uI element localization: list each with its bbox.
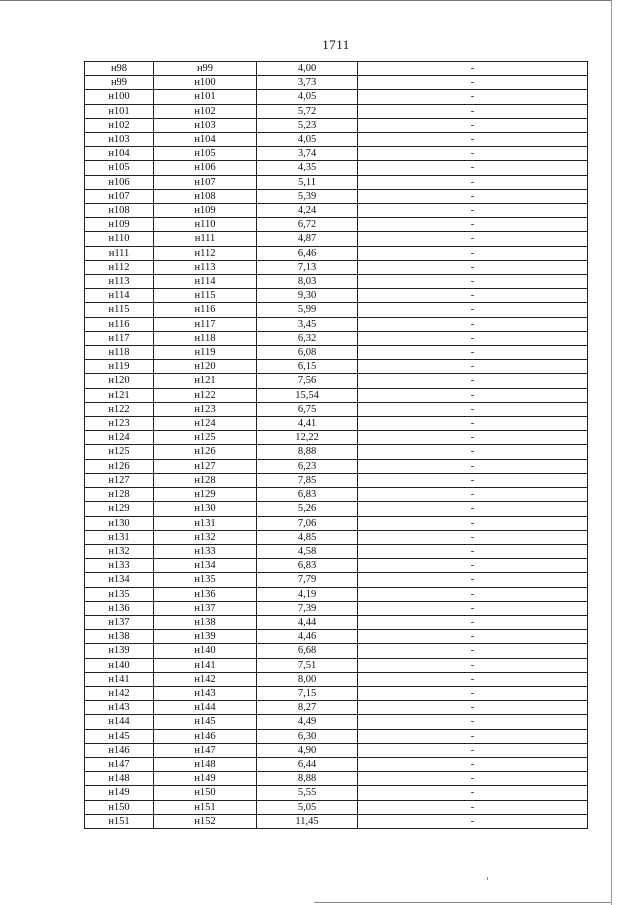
- point-to-cell: н131: [154, 516, 257, 530]
- note-cell: -: [358, 516, 588, 530]
- table-row: [85, 417, 588, 431]
- distance-cell: 6,75: [257, 402, 358, 416]
- point-to-cell: н141: [154, 658, 257, 672]
- point-to-cell: н119: [154, 346, 257, 360]
- point-from-cell: н144: [85, 715, 154, 729]
- point-from-cell: н125: [85, 445, 154, 459]
- point-from-cell: н113: [85, 275, 154, 289]
- point-from-cell: н114: [85, 289, 154, 303]
- point-from-cell: н136: [85, 601, 154, 615]
- distance-cell: 7,13: [257, 260, 358, 274]
- point-from-cell: н148: [85, 772, 154, 786]
- table-row: [85, 76, 588, 90]
- note-cell: -: [358, 402, 588, 416]
- point-from-cell: н101: [85, 104, 154, 118]
- point-to-cell: н116: [154, 303, 257, 317]
- point-from-cell: н145: [85, 729, 154, 743]
- point-to-cell: н113: [154, 260, 257, 274]
- note-cell: -: [358, 630, 588, 644]
- distance-cell: 5,72: [257, 104, 358, 118]
- table-body: [85, 62, 588, 829]
- point-to-cell: н103: [154, 118, 257, 132]
- table-row: [85, 118, 588, 132]
- point-to-cell: н130: [154, 502, 257, 516]
- point-from-cell: н109: [85, 218, 154, 232]
- note-cell: -: [358, 232, 588, 246]
- table-row: [85, 559, 588, 573]
- point-to-cell: н100: [154, 76, 257, 90]
- note-cell: -: [358, 658, 588, 672]
- note-cell: -: [358, 672, 588, 686]
- table-row: [85, 473, 588, 487]
- note-cell: -: [358, 161, 588, 175]
- point-from-cell: н107: [85, 189, 154, 203]
- table-row: [85, 630, 588, 644]
- table-row: [85, 147, 588, 161]
- note-cell: -: [358, 800, 588, 814]
- note-cell: -: [358, 275, 588, 289]
- table-row: [85, 573, 588, 587]
- point-to-cell: н148: [154, 757, 257, 771]
- distance-cell: 6,83: [257, 488, 358, 502]
- distance-cell: 4,35: [257, 161, 358, 175]
- distance-cell: 7,39: [257, 601, 358, 615]
- point-to-cell: н135: [154, 573, 257, 587]
- distance-cell: 3,73: [257, 76, 358, 90]
- point-to-cell: н132: [154, 530, 257, 544]
- table-row: [85, 772, 588, 786]
- note-cell: -: [358, 417, 588, 431]
- distance-cell: 6,30: [257, 729, 358, 743]
- point-from-cell: н128: [85, 488, 154, 502]
- note-cell: -: [358, 573, 588, 587]
- distance-cell: 5,23: [257, 118, 358, 132]
- point-to-cell: н115: [154, 289, 257, 303]
- point-to-cell: н102: [154, 104, 257, 118]
- note-cell: -: [358, 530, 588, 544]
- point-from-cell: н102: [85, 118, 154, 132]
- point-from-cell: н138: [85, 630, 154, 644]
- point-from-cell: н149: [85, 786, 154, 800]
- distance-cell: 6,08: [257, 346, 358, 360]
- table-row: [85, 615, 588, 629]
- point-from-cell: н105: [85, 161, 154, 175]
- note-cell: -: [358, 729, 588, 743]
- table-row: [85, 431, 588, 445]
- point-from-cell: н132: [85, 544, 154, 558]
- note-cell: -: [358, 757, 588, 771]
- table-row: [85, 232, 588, 246]
- distance-cell: 6,83: [257, 559, 358, 573]
- point-from-cell: н116: [85, 317, 154, 331]
- point-from-cell: н100: [85, 90, 154, 104]
- point-to-cell: н134: [154, 559, 257, 573]
- point-from-cell: н131: [85, 530, 154, 544]
- table-row: [85, 459, 588, 473]
- point-from-cell: н133: [85, 559, 154, 573]
- note-cell: -: [358, 715, 588, 729]
- distance-cell: 6,44: [257, 757, 358, 771]
- table-row: [85, 658, 588, 672]
- distance-cell: 5,99: [257, 303, 358, 317]
- distance-cell: 4,44: [257, 615, 358, 629]
- distance-cell: 8,88: [257, 772, 358, 786]
- point-from-cell: н140: [85, 658, 154, 672]
- table-row: [85, 388, 588, 402]
- table-row: [85, 218, 588, 232]
- distance-cell: 3,45: [257, 317, 358, 331]
- distance-cell: 5,55: [257, 786, 358, 800]
- note-cell: -: [358, 260, 588, 274]
- table-row: [85, 644, 588, 658]
- note-cell: -: [358, 346, 588, 360]
- point-from-cell: н120: [85, 374, 154, 388]
- point-to-cell: н138: [154, 615, 257, 629]
- table-row: [85, 133, 588, 147]
- point-from-cell: н137: [85, 615, 154, 629]
- note-cell: -: [358, 218, 588, 232]
- point-to-cell: н104: [154, 133, 257, 147]
- point-to-cell: н123: [154, 402, 257, 416]
- point-to-cell: н99: [154, 62, 257, 76]
- table-row: [85, 175, 588, 189]
- note-cell: -: [358, 686, 588, 700]
- point-from-cell: н99: [85, 76, 154, 90]
- table-row: [85, 331, 588, 345]
- distance-cell: 6,15: [257, 360, 358, 374]
- table-row: [85, 743, 588, 757]
- distance-cell: 4,49: [257, 715, 358, 729]
- table-row: [85, 757, 588, 771]
- note-cell: -: [358, 473, 588, 487]
- note-cell: -: [358, 786, 588, 800]
- table-row: [85, 346, 588, 360]
- table-row: [85, 544, 588, 558]
- distance-cell: 15,54: [257, 388, 358, 402]
- note-cell: -: [358, 502, 588, 516]
- note-cell: -: [358, 644, 588, 658]
- table-row: [85, 62, 588, 76]
- distance-cell: 4,24: [257, 204, 358, 218]
- point-to-cell: н137: [154, 601, 257, 615]
- point-to-cell: н151: [154, 800, 257, 814]
- distance-cell: 12,22: [257, 431, 358, 445]
- point-from-cell: н117: [85, 331, 154, 345]
- distance-cell: 7,56: [257, 374, 358, 388]
- point-from-cell: н142: [85, 686, 154, 700]
- table-row: [85, 246, 588, 260]
- table-row: [85, 530, 588, 544]
- point-from-cell: н135: [85, 587, 154, 601]
- point-to-cell: н110: [154, 218, 257, 232]
- point-from-cell: н118: [85, 346, 154, 360]
- distance-cell: 7,06: [257, 516, 358, 530]
- distance-cell: 4,85: [257, 530, 358, 544]
- note-cell: -: [358, 104, 588, 118]
- table-row: [85, 402, 588, 416]
- point-from-cell: н98: [85, 62, 154, 76]
- distance-cell: 7,79: [257, 573, 358, 587]
- note-cell: -: [358, 459, 588, 473]
- note-cell: -: [358, 374, 588, 388]
- table-row: [85, 360, 588, 374]
- note-cell: -: [358, 246, 588, 260]
- point-to-cell: н122: [154, 388, 257, 402]
- distance-cell: 4,00: [257, 62, 358, 76]
- top-border-line: [0, 0, 612, 1]
- table-row: [85, 601, 588, 615]
- note-cell: -: [358, 601, 588, 615]
- distance-cell: 4,58: [257, 544, 358, 558]
- point-from-cell: н111: [85, 246, 154, 260]
- distance-cell: 5,05: [257, 800, 358, 814]
- table-row: [85, 260, 588, 274]
- point-from-cell: н126: [85, 459, 154, 473]
- point-from-cell: н143: [85, 701, 154, 715]
- distance-cell: 4,87: [257, 232, 358, 246]
- point-to-cell: н142: [154, 672, 257, 686]
- table-row: [85, 814, 588, 828]
- table-row: [85, 317, 588, 331]
- point-from-cell: н147: [85, 757, 154, 771]
- point-to-cell: н145: [154, 715, 257, 729]
- distance-cell: 7,51: [257, 658, 358, 672]
- distance-cell: 4,46: [257, 630, 358, 644]
- table-row: [85, 189, 588, 203]
- scan-speck: [487, 877, 488, 880]
- point-to-cell: н126: [154, 445, 257, 459]
- point-to-cell: н136: [154, 587, 257, 601]
- table-row: [85, 488, 588, 502]
- table-row: [85, 786, 588, 800]
- point-from-cell: н134: [85, 573, 154, 587]
- distance-cell: 5,39: [257, 189, 358, 203]
- table-row: [85, 800, 588, 814]
- distance-cell: 6,32: [257, 331, 358, 345]
- point-from-cell: н110: [85, 232, 154, 246]
- table-row: [85, 289, 588, 303]
- distance-cell: 4,19: [257, 587, 358, 601]
- table-row: [85, 729, 588, 743]
- distance-cell: 9,30: [257, 289, 358, 303]
- point-from-cell: н119: [85, 360, 154, 374]
- point-from-cell: н106: [85, 175, 154, 189]
- coordinates-table: [84, 61, 588, 829]
- distance-cell: 4,90: [257, 743, 358, 757]
- point-to-cell: н107: [154, 175, 257, 189]
- note-cell: -: [358, 289, 588, 303]
- distance-cell: 4,05: [257, 90, 358, 104]
- distance-cell: 4,05: [257, 133, 358, 147]
- point-to-cell: н112: [154, 246, 257, 260]
- point-to-cell: н144: [154, 701, 257, 715]
- note-cell: -: [358, 189, 588, 203]
- distance-cell: 7,85: [257, 473, 358, 487]
- distance-cell: 8,27: [257, 701, 358, 715]
- note-cell: -: [358, 175, 588, 189]
- point-from-cell: н139: [85, 644, 154, 658]
- point-to-cell: н139: [154, 630, 257, 644]
- point-to-cell: н105: [154, 147, 257, 161]
- point-to-cell: н127: [154, 459, 257, 473]
- table-row: [85, 701, 588, 715]
- point-from-cell: н146: [85, 743, 154, 757]
- note-cell: -: [358, 133, 588, 147]
- distance-cell: 6,68: [257, 644, 358, 658]
- point-from-cell: н129: [85, 502, 154, 516]
- note-cell: -: [358, 431, 588, 445]
- point-from-cell: н121: [85, 388, 154, 402]
- table-row: [85, 715, 588, 729]
- point-to-cell: н114: [154, 275, 257, 289]
- point-from-cell: н104: [85, 147, 154, 161]
- note-cell: -: [358, 62, 588, 76]
- note-cell: -: [358, 559, 588, 573]
- note-cell: -: [358, 147, 588, 161]
- point-to-cell: н118: [154, 331, 257, 345]
- point-from-cell: н108: [85, 204, 154, 218]
- point-to-cell: н117: [154, 317, 257, 331]
- point-to-cell: н101: [154, 90, 257, 104]
- point-to-cell: н149: [154, 772, 257, 786]
- table-row: [85, 502, 588, 516]
- distance-cell: 3,74: [257, 147, 358, 161]
- table-row: [85, 445, 588, 459]
- table-row: [85, 275, 588, 289]
- distance-cell: 4,41: [257, 417, 358, 431]
- point-to-cell: н133: [154, 544, 257, 558]
- note-cell: -: [358, 118, 588, 132]
- point-from-cell: н151: [85, 814, 154, 828]
- point-from-cell: н127: [85, 473, 154, 487]
- note-cell: -: [358, 772, 588, 786]
- table-row: [85, 90, 588, 104]
- point-to-cell: н106: [154, 161, 257, 175]
- point-to-cell: н109: [154, 204, 257, 218]
- point-from-cell: н123: [85, 417, 154, 431]
- note-cell: -: [358, 90, 588, 104]
- note-cell: -: [358, 76, 588, 90]
- distance-cell: 6,23: [257, 459, 358, 473]
- note-cell: -: [358, 388, 588, 402]
- table-row: [85, 587, 588, 601]
- point-from-cell: н115: [85, 303, 154, 317]
- point-to-cell: н150: [154, 786, 257, 800]
- table-row: [85, 374, 588, 388]
- point-from-cell: н150: [85, 800, 154, 814]
- note-cell: -: [358, 204, 588, 218]
- table-row: [85, 161, 588, 175]
- note-cell: -: [358, 445, 588, 459]
- note-cell: -: [358, 814, 588, 828]
- distance-cell: 11,45: [257, 814, 358, 828]
- note-cell: -: [358, 360, 588, 374]
- point-to-cell: н108: [154, 189, 257, 203]
- table-row: [85, 104, 588, 118]
- table-row: [85, 686, 588, 700]
- note-cell: -: [358, 488, 588, 502]
- point-to-cell: н146: [154, 729, 257, 743]
- point-to-cell: н128: [154, 473, 257, 487]
- point-to-cell: н140: [154, 644, 257, 658]
- distance-cell: 8,88: [257, 445, 358, 459]
- bottom-border-line: [314, 902, 611, 903]
- distance-cell: 5,26: [257, 502, 358, 516]
- note-cell: -: [358, 331, 588, 345]
- distance-cell: 6,46: [257, 246, 358, 260]
- note-cell: -: [358, 743, 588, 757]
- table-row: [85, 516, 588, 530]
- distance-cell: 7,15: [257, 686, 358, 700]
- point-to-cell: н152: [154, 814, 257, 828]
- table-row: [85, 672, 588, 686]
- point-to-cell: н124: [154, 417, 257, 431]
- note-cell: -: [358, 615, 588, 629]
- distance-cell: 5,11: [257, 175, 358, 189]
- point-from-cell: н141: [85, 672, 154, 686]
- point-from-cell: н122: [85, 402, 154, 416]
- point-to-cell: н129: [154, 488, 257, 502]
- point-to-cell: н147: [154, 743, 257, 757]
- right-border-line: [611, 0, 612, 905]
- point-to-cell: н143: [154, 686, 257, 700]
- point-from-cell: н103: [85, 133, 154, 147]
- note-cell: -: [358, 544, 588, 558]
- distance-cell: 8,03: [257, 275, 358, 289]
- table-row: [85, 204, 588, 218]
- point-to-cell: н120: [154, 360, 257, 374]
- point-from-cell: н112: [85, 260, 154, 274]
- point-to-cell: н121: [154, 374, 257, 388]
- point-from-cell: н130: [85, 516, 154, 530]
- note-cell: -: [358, 303, 588, 317]
- point-to-cell: н111: [154, 232, 257, 246]
- note-cell: -: [358, 701, 588, 715]
- page-number: 1711: [322, 37, 350, 52]
- note-cell: -: [358, 317, 588, 331]
- point-from-cell: н124: [85, 431, 154, 445]
- distance-cell: 6,72: [257, 218, 358, 232]
- table-row: [85, 303, 588, 317]
- distance-cell: 8,00: [257, 672, 358, 686]
- note-cell: -: [358, 587, 588, 601]
- point-to-cell: н125: [154, 431, 257, 445]
